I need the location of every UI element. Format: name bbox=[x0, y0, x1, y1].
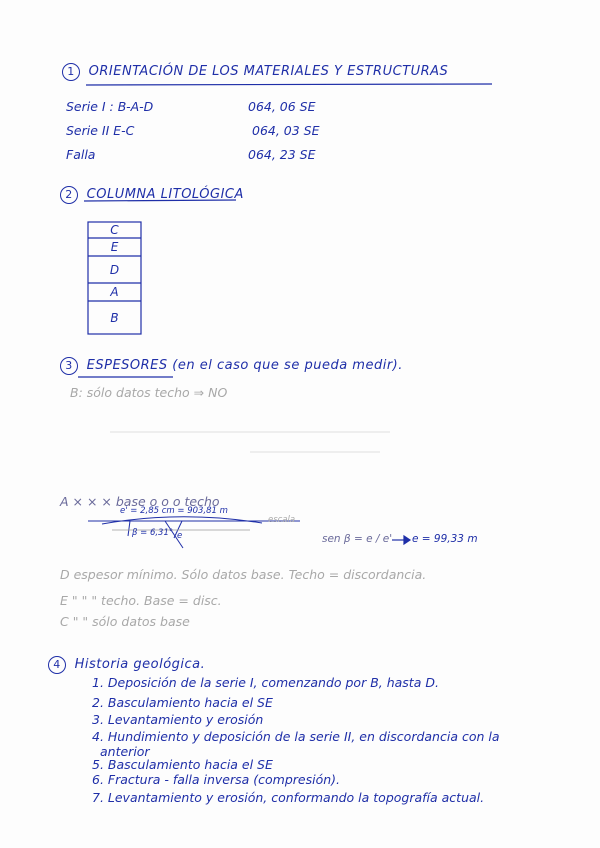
section-number-badge: 3 bbox=[60, 357, 78, 375]
orientation-value-1: 064, 06 SE bbox=[248, 99, 316, 114]
thickness-symbol: e bbox=[177, 531, 183, 541]
layer-d-note: D espesor mínimo. Sólo datos base. Techo = discordancia. bbox=[60, 567, 427, 582]
section-4-heading bbox=[48, 656, 205, 674]
orientation-value-2: 064, 03 SE bbox=[252, 123, 320, 138]
layer-label-d: D bbox=[109, 263, 120, 277]
faint-pencil-marks bbox=[110, 432, 390, 452]
formula-arrow bbox=[392, 536, 410, 544]
history-item-3: 3. Levantamiento y erosión bbox=[92, 712, 264, 727]
section-1-title: ORIENTACIÓN DE LOS MATERIALES Y ESTRUCTURAS bbox=[88, 64, 449, 79]
history-item-5: 5. Basculamiento hacia el SE bbox=[92, 757, 273, 772]
section-1-heading bbox=[62, 63, 448, 81]
section-number-badge: 2 bbox=[60, 186, 78, 204]
section-number-badge: 1 bbox=[62, 63, 80, 81]
apparent-thickness-measure: e' = 2,85 cm = 903,81 m bbox=[120, 506, 228, 516]
section-4-title: Historia geológica. bbox=[74, 657, 206, 672]
history-item-6: 6. Fractura - falla inversa (compresión). bbox=[92, 772, 340, 787]
orientation-value-3: 064, 23 SE bbox=[248, 147, 316, 162]
formula-sine: sen β = e / e' bbox=[322, 533, 393, 545]
section-3-title: ESPESORES (en el caso que se pueda medir). bbox=[86, 358, 403, 373]
history-item-7: 7. Levantamiento y erosión, conformando la topografía actual. bbox=[92, 790, 485, 805]
layer-b-note: B: sólo datos techo ⇒ NO bbox=[70, 385, 228, 400]
history-item-4: 4. Hundimiento y deposición de la serie II, en discordancia con la bbox=[92, 729, 500, 744]
section-number-badge: 4 bbox=[48, 656, 66, 674]
history-item-4-continued: anterior bbox=[100, 744, 150, 759]
dip-angle-label: β = 6,31° bbox=[132, 528, 174, 538]
section-2-heading bbox=[60, 186, 244, 204]
history-item-1: 1. Deposición de la serie I, comenzando por B, hasta D. bbox=[92, 675, 439, 690]
sketch-arc bbox=[102, 517, 262, 524]
layer-e-note: E " " " techo. Base = disc. bbox=[60, 593, 222, 608]
layer-label-b: B bbox=[110, 311, 119, 325]
layer-a-legend: A × × × base o o o techo bbox=[60, 494, 220, 509]
orientation-label-1: Serie I : B-A-D bbox=[66, 99, 154, 114]
underline-s1 bbox=[86, 84, 492, 85]
section-2-title: COLUMNA LITOLÓGICA bbox=[86, 187, 244, 202]
orientation-label-3: Falla bbox=[66, 147, 96, 162]
layer-label-a: A bbox=[110, 285, 119, 299]
section-3-heading bbox=[60, 357, 403, 375]
formula-result: e = 99,33 m bbox=[412, 533, 478, 545]
scale-label: escala bbox=[268, 515, 296, 525]
layer-label-c: C bbox=[110, 223, 119, 237]
layer-c-note: C " " sólo datos base bbox=[60, 614, 190, 629]
orientation-label-2: Serie II E-C bbox=[66, 123, 135, 138]
layer-label-e: E bbox=[110, 240, 119, 254]
history-item-2: 2. Basculamiento hacia el SE bbox=[92, 695, 273, 710]
